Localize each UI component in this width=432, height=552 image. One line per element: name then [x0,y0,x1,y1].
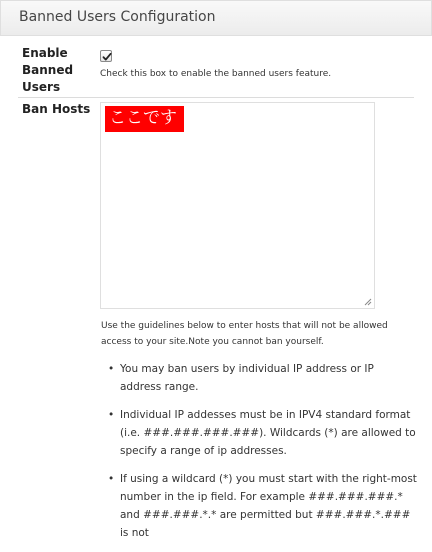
guideline-item-2: • Individual IP addesses must be in IPV4 standard format (i.e. ###.###.###.###). Wildcards (*) are allowed to specify a range of ip addresses. [108,406,418,460]
checkmark-icon [101,51,113,63]
guide-line-2: access to your site.Note you cannot ban yourself. [101,337,324,347]
ban-hosts-textarea[interactable] [100,102,375,309]
guideline-item-1: • You may ban users by individual IP address or IP address range. [108,360,418,396]
enable-label-line-1: Enable [22,46,68,60]
guideline-list [108,360,418,552]
guideline-item-3: • If using a wildcard (*) you must start with the right-most number in the ip field. For example ###.###.###.* and ###.###.*.* are permitted but ###.###.*.### is not [108,470,418,542]
ban-hosts-highlighted-text [105,106,184,132]
enable-banned-users-label [22,45,73,96]
row-divider [18,97,414,98]
guide-line-1: Use the guidelines below to enter hosts that will not be allowed [101,321,388,331]
panel-header [0,0,432,36]
panel-title: Banned Users Configuration [19,9,216,25]
ban-hosts-guide [101,318,401,350]
enable-banned-users-checkbox[interactable] [100,50,112,62]
ban-hosts-label: Ban Hosts [22,102,91,116]
enable-label-line-3: Users [22,80,61,94]
enable-label-line-2: Banned [22,63,74,77]
resize-grip-icon[interactable] [364,298,372,306]
enable-description: Check this box to enable the banned users feature. [100,69,332,79]
highlighted-text-value: ここです [109,108,177,128]
